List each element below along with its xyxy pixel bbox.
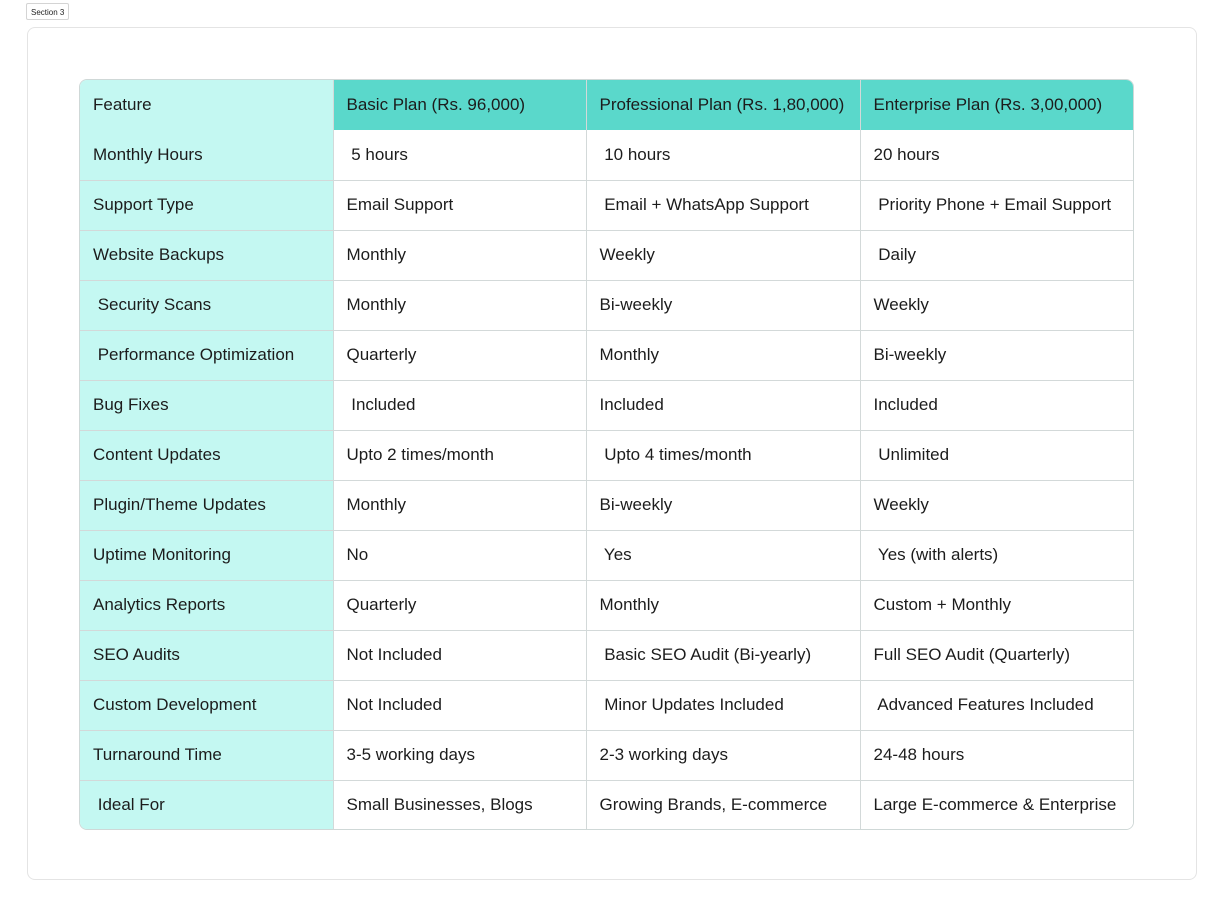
- professional-plan-cell: Monthly: [586, 580, 860, 630]
- basic-plan-cell: Quarterly: [333, 330, 586, 380]
- table-row: [80, 480, 1134, 530]
- enterprise-plan-cell: Bi-weekly: [860, 330, 1134, 380]
- professional-plan-cell: Bi-weekly: [586, 480, 860, 530]
- professional-plan-cell: Included: [586, 380, 860, 430]
- table-body: [80, 130, 1134, 830]
- enterprise-plan-cell: Unlimited: [860, 430, 1134, 480]
- table-row: [80, 430, 1134, 480]
- feature-cell: Ideal For: [80, 780, 333, 830]
- enterprise-plan-cell: Weekly: [860, 280, 1134, 330]
- table-row: [80, 380, 1134, 430]
- pricing-comparison-table: [79, 79, 1134, 830]
- enterprise-plan-cell: Priority Phone + Email Support: [860, 180, 1134, 230]
- basic-plan-cell: Monthly: [333, 480, 586, 530]
- table-row: [80, 730, 1134, 780]
- basic-plan-cell: Monthly: [333, 280, 586, 330]
- basic-plan-cell: Monthly: [333, 230, 586, 280]
- table-row: [80, 530, 1134, 580]
- enterprise-plan-cell: Advanced Features Included: [860, 680, 1134, 730]
- table-row: [80, 330, 1134, 380]
- table-row: [80, 580, 1134, 630]
- basic-plan-cell: Not Included: [333, 680, 586, 730]
- header-feature: Feature: [80, 80, 333, 130]
- basic-plan-cell: Not Included: [333, 630, 586, 680]
- professional-plan-cell: Monthly: [586, 330, 860, 380]
- feature-cell: Security Scans: [80, 280, 333, 330]
- feature-cell: Uptime Monitoring: [80, 530, 333, 580]
- header-row: [80, 80, 1134, 130]
- professional-plan-cell: Yes: [586, 530, 860, 580]
- table-row: [80, 630, 1134, 680]
- basic-plan-cell: Email Support: [333, 180, 586, 230]
- professional-plan-cell: Email + WhatsApp Support: [586, 180, 860, 230]
- table-row: [80, 180, 1134, 230]
- professional-plan-cell: Bi-weekly: [586, 280, 860, 330]
- feature-cell: Website Backups: [80, 230, 333, 280]
- enterprise-plan-cell: Yes (with alerts): [860, 530, 1134, 580]
- enterprise-plan-cell: Daily: [860, 230, 1134, 280]
- feature-cell: Support Type: [80, 180, 333, 230]
- professional-plan-cell: Upto 4 times/month: [586, 430, 860, 480]
- table-row: [80, 680, 1134, 730]
- enterprise-plan-cell: Included: [860, 380, 1134, 430]
- enterprise-plan-cell: 20 hours: [860, 130, 1134, 180]
- basic-plan-cell: 3-5 working days: [333, 730, 586, 780]
- table-row: [80, 280, 1134, 330]
- basic-plan-cell: 5 hours: [333, 130, 586, 180]
- enterprise-plan-cell: Large E-commerce & Enterprise: [860, 780, 1134, 830]
- feature-cell: Content Updates: [80, 430, 333, 480]
- enterprise-plan-cell: Custom + Monthly: [860, 580, 1134, 630]
- table-row: [80, 230, 1134, 280]
- professional-plan-cell: 10 hours: [586, 130, 860, 180]
- feature-cell: Monthly Hours: [80, 130, 333, 180]
- header-enterprise-plan: Enterprise Plan (Rs. 3,00,000): [860, 80, 1134, 130]
- basic-plan-cell: Small Businesses, Blogs: [333, 780, 586, 830]
- header-professional-plan: Professional Plan (Rs. 1,80,000): [586, 80, 860, 130]
- basic-plan-cell: Upto 2 times/month: [333, 430, 586, 480]
- feature-cell: Analytics Reports: [80, 580, 333, 630]
- professional-plan-cell: Minor Updates Included: [586, 680, 860, 730]
- feature-cell: Turnaround Time: [80, 730, 333, 780]
- feature-cell: Plugin/Theme Updates: [80, 480, 333, 530]
- enterprise-plan-cell: Weekly: [860, 480, 1134, 530]
- feature-cell: Performance Optimization: [80, 330, 333, 380]
- basic-plan-cell: Included: [333, 380, 586, 430]
- section-label: Section 3: [26, 3, 69, 20]
- comparison-table: [80, 80, 1134, 830]
- professional-plan-cell: 2-3 working days: [586, 730, 860, 780]
- enterprise-plan-cell: Full SEO Audit (Quarterly): [860, 630, 1134, 680]
- professional-plan-cell: Growing Brands, E-commerce: [586, 780, 860, 830]
- basic-plan-cell: Quarterly: [333, 580, 586, 630]
- professional-plan-cell: Weekly: [586, 230, 860, 280]
- feature-cell: Custom Development: [80, 680, 333, 730]
- feature-cell: SEO Audits: [80, 630, 333, 680]
- table-row: [80, 780, 1134, 830]
- feature-cell: Bug Fixes: [80, 380, 333, 430]
- basic-plan-cell: No: [333, 530, 586, 580]
- enterprise-plan-cell: 24-48 hours: [860, 730, 1134, 780]
- professional-plan-cell: Basic SEO Audit (Bi-yearly): [586, 630, 860, 680]
- header-basic-plan: Basic Plan (Rs. 96,000): [333, 80, 586, 130]
- table-row: [80, 130, 1134, 180]
